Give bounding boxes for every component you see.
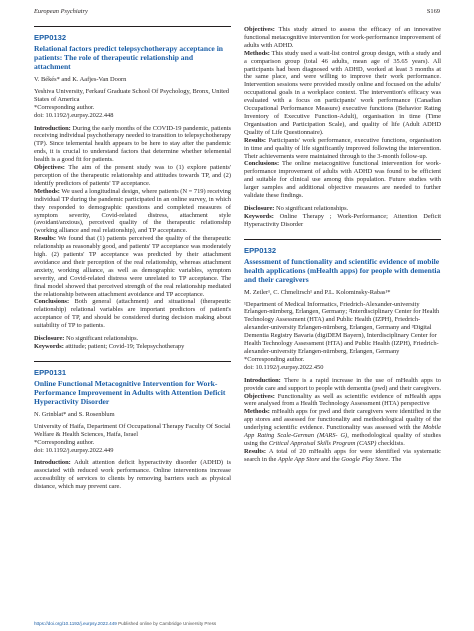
footer-doi-link[interactable]: https://doi.org/10.1192/j.eurpsy.2022.449 <box>34 621 117 626</box>
abstract-affiliation: Yeshiva University, Ferkauf Graduate School Of Psychology, Bronx, United States of America <box>34 87 230 103</box>
results-text-c: . The <box>388 455 402 463</box>
methods-italic-casp: Critical Appraisal Skills Program (CASP) <box>268 439 377 447</box>
results-paragraph <box>244 448 441 464</box>
abstract-affiliation: University of Haifa, Department Of Occupational Therapy Faculty Of Social Welfare & Health Sciences, Haifa, Israel <box>34 422 231 438</box>
methods-text-a: mHealth apps for pwd and their caregivers were identified in the app stores and assessed for functionality and methodological quality of the underlying scientific evidence. Functionality was assessed with the <box>244 408 441 432</box>
results-label: Results: <box>244 136 267 144</box>
objectives-label: Objectives: <box>34 164 65 172</box>
abstract-id: EPP0131 <box>34 367 67 377</box>
introduction-text: During the early months of the COVID-19 pandemic, patients receiving individual psychotherapy needed to transition to telepsychotherapy (TP). Since telemental health appears to be here to stay after the pandemic ends, it is crucial to understand factors that determine whether telemental health is a good fit for patients. <box>34 124 231 164</box>
abstract-authors: V. Békés* and K. Aafjes-Van Doorn <box>34 76 127 83</box>
disclosure-paragraph <box>244 205 441 213</box>
methods-text-b: , methodological quality of studies using the <box>244 432 441 447</box>
conclusions-paragraph <box>34 298 231 330</box>
conclusions-text: The online metacognitive functional intervention for work-performance improvement of adults with ADHD was found to be efficient and suitable for clinical use among this population. Future studies with larger samples and additional objective measures are needed to further validate these findings. <box>244 160 441 200</box>
section-rule <box>34 26 231 27</box>
conclusions-label: Conclusions: <box>244 160 280 168</box>
methods-paragraph <box>244 50 441 137</box>
abstract-epp0131-continued <box>244 26 441 229</box>
conclusions-paragraph <box>244 160 441 200</box>
footer-publisher-text: Published online by Cambridge University Press <box>116 621 217 626</box>
results-text: We found that (1) patients perceived the quality of the therapeutic relationship as reasonably good, and patients' TP acceptance was moderately high. (2) patients' TP acceptance was predicted by their attachment avoidance and their perception of the real relationship, whereas attachment anxiety, working alliance, as well as demographic variables, symptom severity, and Covid-related distress were unrelated to TP acceptance. The final model showed that perceived strength of the real relationship mediated the relationship between attachment avoidance and TP acceptance. <box>34 235 231 298</box>
results-label: Results: <box>34 235 57 243</box>
abstract-title: Relational factors predict telepsychotherapy acceptance in patients: The role of therapeutic relationship and attachment <box>34 44 224 71</box>
introduction-text: Adult attention deficit hyperactivity disorder (ADHD) is associated with reduced work performance. Online interventions increase accessibility of services to clients by removing barriers such as physical distance, which may prevent care. <box>34 459 231 491</box>
introduction-paragraph <box>244 377 441 393</box>
abstract-id: EPP0132 <box>34 33 67 42</box>
introduction-label: Introduction: <box>34 124 71 132</box>
methods-paragraph <box>34 188 231 235</box>
right-column <box>244 26 441 464</box>
section-rule <box>34 361 231 362</box>
objectives-text: Functionality as well as scientific evidence of mHealth apps were analysed from a Health Technology Assessment (HTA) perspective <box>244 392 441 408</box>
abstract-epp0131 <box>34 368 231 491</box>
abstract-id: EPP0132 <box>244 245 277 255</box>
abstract-title: Assessment of functionality and scientific evidence of mobile health applications (mHealth apps) for people with dementia and their caregivers <box>244 256 441 284</box>
methods-italic-mars: Mobile App Rating Scale-German (MARS- G) <box>244 424 441 440</box>
disclosure-label: Disclosure: <box>34 335 65 343</box>
results-paragraph <box>34 235 231 298</box>
objectives-text: This study aimed to assess the efficacy of an innovative functional metacognitive intervention for work-performance improvement of adults with ADHD. <box>244 26 441 49</box>
introduction-label: Introduction: <box>244 376 281 384</box>
methods-paragraph <box>244 408 441 448</box>
results-text-a: A total of 20 mHealth apps for were identified via systematic search in the <box>244 447 441 463</box>
section-rule <box>244 239 441 240</box>
methods-text: This study used a wait-list control group design, with a study and a comparison group (total 46 adults, mean age of 35.65 years). All participants had been diagnosed with ADHD, worked at least 3 months at the same place, and were willing to improve their work performance. Intervention sessions were provided mostly online and focused on the adults' occupational goals in a workplace context. The intervention's efficacy was evaluated with a focus on participants' work performance (Canadian Occupational Performance Measure) executive functions (Behavior Rating Inventory of Executive Function-Adult), organisation in time (Time Organisation and Participation Scale), and quality of life (Adult ADHD Quality of Life Questionnaire). <box>244 49 441 136</box>
results-text: Participants' work performance, executive functions, organisation in time and quality of life significantly improved following the intervention. Their achievements were maintained through to the 3-month follow-up. <box>244 136 441 160</box>
keywords-label: Keywords: <box>34 343 64 350</box>
abstract-epp0132 <box>34 33 231 351</box>
abstract-epp0132-mhealth <box>244 246 441 464</box>
abstract-authors: M. Zeiler¹, C. Chmelirsch¹ and P.L. Kolominsky-Rabas¹* <box>244 288 391 296</box>
disclosure-paragraph <box>34 335 231 343</box>
results-label: Results: <box>244 447 267 455</box>
objectives-paragraph <box>244 26 441 50</box>
objectives-paragraph <box>244 393 441 409</box>
introduction-text: There is a rapid increase in the use of mHealth apps to provide care and support to people with dementia (pwd) and their caregivers. <box>244 376 441 392</box>
keywords-label: Keywords: <box>244 212 274 220</box>
journal-name: European Psychiatry <box>34 8 88 15</box>
keywords-text: Online Therapy ; Work-Performance; Attention Deficit Hyperactivity Disorder <box>244 212 441 228</box>
keywords-paragraph <box>244 213 441 229</box>
conclusions-label: Conclusions: <box>34 298 70 306</box>
objectives-label: Objectives: <box>244 392 275 400</box>
corresponding-note: *Corresponding author. <box>244 355 305 363</box>
keywords-paragraph <box>34 343 231 351</box>
introduction-label: Introduction: <box>34 459 71 467</box>
conclusions-text: Both general (attachment) and situational (therapeutic relationship) relational variables are important predictors of patient's acceptance of TP, and should be considered during decision making about suitability of TP to patients. <box>34 298 231 330</box>
keywords-text: attitude; patient; Covid-19; Telepsychotherapy <box>63 343 185 350</box>
objectives-paragraph <box>34 164 231 188</box>
introduction-paragraph <box>34 459 231 491</box>
methods-text-c: checklists. <box>376 439 405 447</box>
left-column <box>34 26 231 491</box>
results-paragraph <box>244 137 441 161</box>
abstract-doi[interactable]: doi: 10.1192/j.eurpsy.2022.448 <box>34 111 114 119</box>
introduction-paragraph <box>34 125 231 165</box>
methods-label: Methods: <box>34 187 60 195</box>
abstract-doi[interactable]: doi: 10.1192/j.eurpsy.2022.450 <box>244 363 324 371</box>
disclosure-text: No significant relationships. <box>274 204 349 212</box>
page-number: S169 <box>426 8 440 15</box>
methods-label: Methods: <box>244 49 270 57</box>
objectives-label: Objectives: <box>244 26 275 33</box>
abstract-affiliation: ¹Department of Medical Informatics, Friedrich-Alexander-university Erlangen-nürnberg, Erlangen, Germany; ²Interdisciplinary Center for Health Technology Assessment (HTA) and Public Health (IZPH), Friedrich-alexander-university Erlangen-nürnberg, Erlangen, Germany and ³Digital Dementia Registry Bavaria (digiDEM Bayern), Interdisciplinary Center for Health Technology Assessment (HTA) and Public Health (IZPH), Friedrich-alexander-university Erlangen-nürnberg, Erlangen, Germany <box>244 300 440 355</box>
results-italic-google: Google Play Store <box>341 455 389 463</box>
page-footer <box>34 621 216 626</box>
corresponding-note: *Corresponding author. <box>34 438 95 446</box>
results-italic-apple: Apple App Store <box>277 455 320 463</box>
disclosure-text: No significant relationships. <box>64 335 139 343</box>
methods-text: We used a longitudinal design, where patients (N = 719) receiving individual TP during the pandemic participated in an online survey, in which they responded to demographic questions and completed measures of symptom severity, Covid-related distress, attachment style (avoidant/anxious), perceived quality of the therapeutic relationship (working alliance and real relationship), and TP acceptance. <box>34 187 231 235</box>
abstract-authors: N. Grinblat* and S. Rosenblum <box>34 410 115 418</box>
methods-label: Methods: <box>244 408 270 416</box>
abstract-doi[interactable]: doi: 10.1192/j.eurpsy.2022.449 <box>34 446 114 454</box>
objectives-text: The aim of the present study was to (1) explore patients' perception of the therapeutic relationship and attitudes towards TP, and (2) identify predictors of patients' TP acceptance. <box>34 164 231 187</box>
results-text-b: and the <box>319 455 342 463</box>
abstract-title: Online Functional Metacognitive Intervention for Work-Performance Improvement in Adults with Attention Deficit Hyperactivity Disorder <box>34 378 226 406</box>
disclosure-label: Disclosure: <box>244 204 275 212</box>
corresponding-note: *Corresponding author. <box>34 103 95 111</box>
